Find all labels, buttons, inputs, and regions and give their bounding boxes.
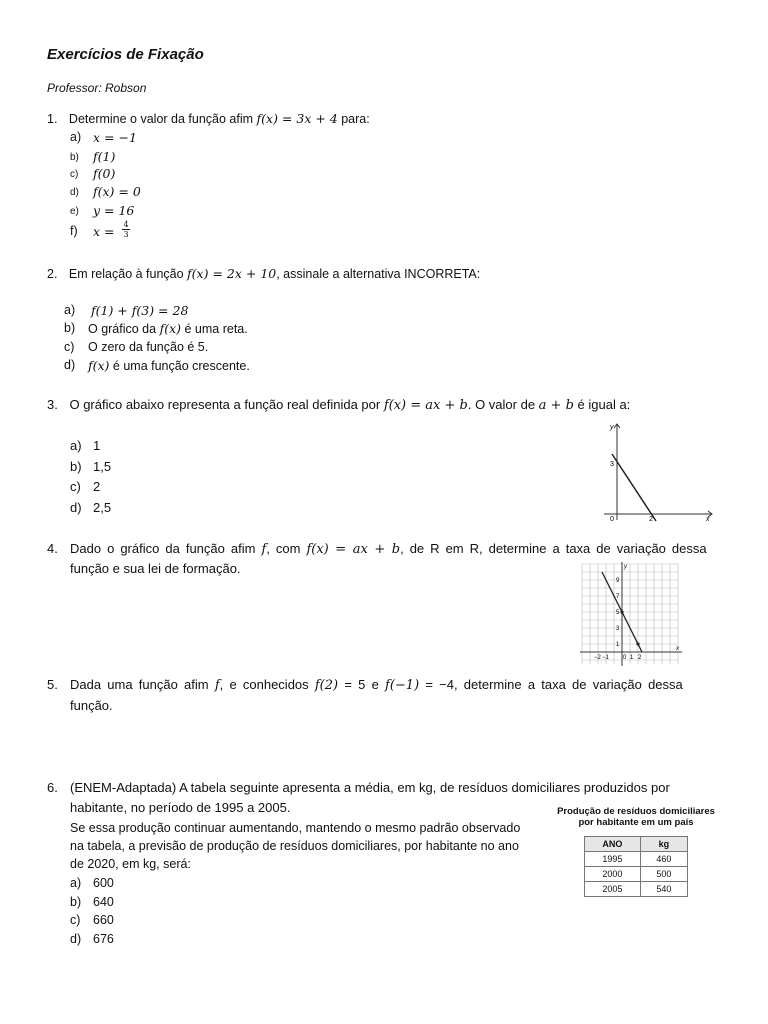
table-title bbox=[556, 806, 716, 828]
q1-item-e bbox=[70, 203, 135, 218]
x-tick-label: −1 bbox=[602, 655, 609, 661]
item-value: f(0) bbox=[93, 166, 116, 181]
question-number: 2. bbox=[47, 267, 58, 281]
question-4-line-1 bbox=[70, 541, 707, 557]
question-text: é igual a: bbox=[573, 397, 631, 412]
question-6-line-1: (ENEM-Adaptada) A tabela seguinte apresenta a média, em kg, de resíduos domiciliares produzidos por bbox=[70, 780, 670, 795]
item-value: f(x) = 0 bbox=[93, 184, 141, 199]
option-text: O zero da função é 5. bbox=[88, 340, 209, 354]
question-6-line-5: de 2020, em kg, será: bbox=[70, 857, 191, 871]
y-axis-label: y bbox=[624, 564, 627, 570]
table-cell: 460 bbox=[640, 852, 687, 867]
q2-option-a bbox=[64, 303, 189, 318]
table-title-line: por habitante em um país bbox=[578, 817, 694, 828]
option-value: 660 bbox=[93, 913, 114, 927]
function-expression: f(x) = ax + b bbox=[306, 542, 401, 557]
y-tick-label: 9 bbox=[616, 578, 620, 584]
option-text: O gráfico da bbox=[88, 322, 160, 336]
option-label: a) bbox=[70, 438, 82, 453]
q4-graph bbox=[578, 560, 684, 668]
q2-option-c bbox=[64, 340, 209, 354]
q6-option-b bbox=[70, 895, 114, 909]
option-value: 2,5 bbox=[93, 500, 112, 515]
q2-option-b bbox=[64, 321, 248, 336]
option-math: f(1) + f(3) = 28 bbox=[91, 303, 189, 318]
q6-option-d bbox=[70, 932, 114, 946]
x-tick-label: 0 bbox=[623, 655, 627, 661]
q3-option-d bbox=[70, 500, 112, 515]
table-title-line: Produção de resíduos domiciliares bbox=[557, 806, 715, 817]
q2-option-d bbox=[64, 358, 250, 373]
function-value: f(−1) bbox=[385, 678, 420, 693]
question-text: , com bbox=[266, 541, 307, 556]
option-value: 1 bbox=[93, 438, 101, 453]
item-label: f) bbox=[70, 224, 78, 238]
option-value: 600 bbox=[93, 876, 114, 890]
option-text: é uma função crescente. bbox=[109, 359, 250, 373]
point-marker bbox=[636, 642, 639, 645]
fraction-numerator: 4 bbox=[123, 220, 129, 229]
question-6-line-2: habitante, no período de 1995 a 2005. bbox=[70, 800, 291, 815]
function-expression: f(x) = 3x + 4 bbox=[256, 111, 338, 126]
function-expression: f(x) = 2x + 10 bbox=[187, 266, 277, 281]
function-line bbox=[612, 454, 656, 521]
q1-item-c bbox=[70, 166, 116, 181]
y-tick-label: 5 bbox=[616, 610, 620, 616]
table-cell: 500 bbox=[640, 867, 687, 882]
table-cell: 1995 bbox=[585, 852, 641, 867]
q6-option-c bbox=[70, 913, 114, 927]
x-axis-label: x bbox=[676, 646, 679, 652]
option-label: c) bbox=[70, 913, 81, 927]
option-math: f(x) bbox=[159, 321, 182, 336]
option-label: d) bbox=[70, 932, 82, 946]
question-4 bbox=[47, 541, 58, 556]
item-value: y = 16 bbox=[93, 203, 135, 218]
q3-option-a bbox=[70, 438, 101, 453]
item-label: d) bbox=[70, 187, 79, 198]
table-row bbox=[585, 867, 688, 882]
y-tick-label: 1 bbox=[616, 642, 620, 648]
question-number: 6. bbox=[47, 780, 58, 795]
sum-expression: a + b bbox=[538, 398, 574, 413]
origin-label: 0 bbox=[610, 516, 614, 523]
option-label: d) bbox=[70, 500, 82, 515]
x-tick-label: 2 bbox=[638, 655, 642, 661]
option-value: 1,5 bbox=[93, 459, 112, 474]
question-2 bbox=[47, 266, 480, 281]
x-intercept-label: 2 bbox=[649, 516, 653, 523]
question-5-line-2: função. bbox=[70, 698, 113, 713]
q1-item-d bbox=[70, 184, 141, 199]
table-header: kg bbox=[640, 837, 687, 852]
item-value: x = bbox=[93, 224, 115, 239]
question-3 bbox=[47, 397, 630, 413]
table-cell: 2005 bbox=[585, 882, 641, 897]
q6-option-a bbox=[70, 876, 114, 890]
question-text: = 5 e bbox=[338, 677, 386, 692]
question-1 bbox=[47, 111, 370, 126]
question-text: Determine o valor da função afim bbox=[68, 112, 257, 126]
question-number: 4. bbox=[47, 541, 58, 556]
table-cell: 2000 bbox=[585, 867, 641, 882]
question-text: Em relação à função bbox=[68, 267, 188, 281]
function-expression: f(x) = ax + b bbox=[383, 398, 468, 413]
question-text: , e conhecidos bbox=[219, 677, 315, 692]
option-math: f(x) bbox=[88, 358, 110, 373]
option-text: é uma reta. bbox=[181, 322, 248, 336]
grid bbox=[582, 564, 678, 664]
option-label: a) bbox=[64, 303, 76, 317]
function-value: f(2) bbox=[314, 678, 339, 693]
table-header: ANO bbox=[585, 837, 641, 852]
question-4-line-2: função e sua lei de formação. bbox=[70, 561, 241, 576]
question-text: Dado o gráfico da função afim bbox=[70, 541, 262, 556]
y-intercept-label: 3 bbox=[610, 461, 614, 468]
point-marker bbox=[620, 610, 623, 613]
question-text: , de R em R, determine a taxa de variação dessa bbox=[400, 541, 707, 556]
table-header-row bbox=[585, 837, 688, 852]
x-tick-label: −2 bbox=[594, 655, 601, 661]
question-6 bbox=[47, 780, 58, 795]
item-label: c) bbox=[70, 169, 79, 180]
table-row bbox=[585, 882, 688, 897]
professor-name: Professor: Robson bbox=[47, 81, 147, 95]
option-label: b) bbox=[70, 459, 82, 474]
table-cell: 540 bbox=[640, 882, 687, 897]
question-5 bbox=[47, 677, 58, 692]
x-axis-label: x bbox=[706, 516, 710, 523]
fraction-denominator: 3 bbox=[123, 230, 129, 239]
q1-item-a bbox=[70, 130, 137, 145]
question-text: para: bbox=[337, 112, 370, 126]
y-tick-label: 7 bbox=[616, 594, 620, 600]
q1-item-f bbox=[70, 220, 129, 239]
residues-table bbox=[584, 836, 688, 897]
q1-item-b bbox=[70, 149, 116, 164]
question-number: 3. bbox=[47, 397, 58, 412]
item-value: x = −1 bbox=[93, 130, 137, 145]
option-label: a) bbox=[70, 876, 82, 890]
q3-option-c bbox=[70, 479, 101, 494]
table-row bbox=[585, 852, 688, 867]
question-6-line-4: na tabela, a previsão de produção de resíduos domiciliares, por habitante no ano bbox=[70, 839, 519, 853]
question-6-line-3: Se essa produção continuar aumentando, mantendo o mesmo padrão observado bbox=[70, 821, 521, 835]
x-tick-label: 1 bbox=[630, 655, 634, 661]
option-value: 2 bbox=[93, 479, 101, 494]
item-label: b) bbox=[70, 152, 79, 163]
page-title: Exercícios de Fixação bbox=[47, 46, 204, 63]
question-text: Dada uma função afim bbox=[70, 677, 215, 692]
q3-graph bbox=[598, 420, 718, 526]
option-label: d) bbox=[64, 358, 76, 372]
function-name: f bbox=[214, 678, 220, 693]
item-value: f(1) bbox=[93, 149, 116, 164]
question-5-line-1 bbox=[70, 677, 683, 693]
question-text: O gráfico abaixo representa a função real definida por bbox=[69, 397, 384, 412]
option-label: b) bbox=[64, 321, 76, 335]
item-label: a) bbox=[70, 130, 82, 144]
option-value: 640 bbox=[93, 895, 114, 909]
function-name: f bbox=[261, 542, 267, 557]
q3-option-b bbox=[70, 459, 112, 474]
question-text: . O valor de bbox=[467, 397, 539, 412]
question-number: 1. bbox=[47, 112, 58, 126]
option-label: b) bbox=[70, 895, 82, 909]
question-number: 5. bbox=[47, 677, 58, 692]
item-label: e) bbox=[70, 206, 79, 217]
option-value: 676 bbox=[93, 932, 114, 946]
option-label: c) bbox=[64, 340, 75, 354]
y-tick-label: 3 bbox=[616, 626, 620, 632]
question-text: , assinale a alternativa INCORRETA: bbox=[276, 267, 481, 281]
question-text: = −4, determine a taxa de variação dessa bbox=[419, 677, 683, 692]
y-axis-label: y bbox=[610, 424, 614, 431]
option-label: c) bbox=[70, 479, 81, 494]
